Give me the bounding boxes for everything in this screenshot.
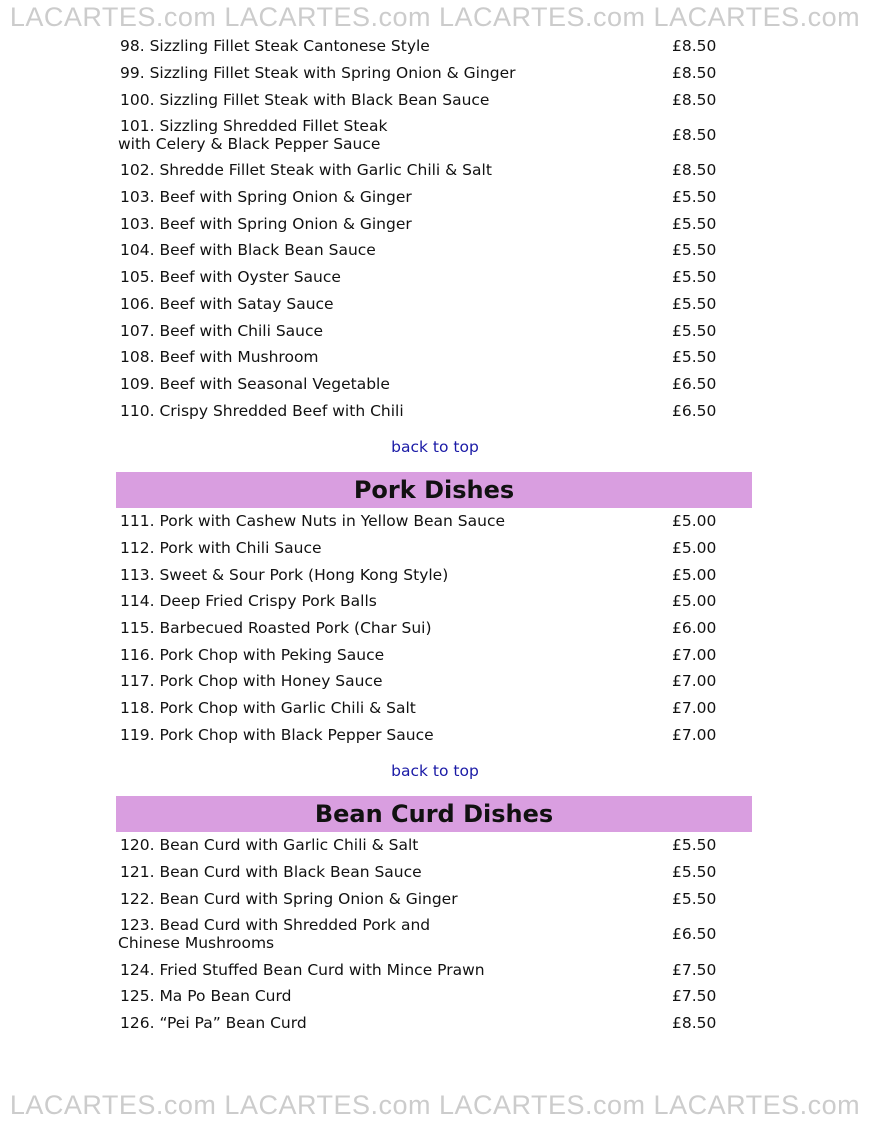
- menu-item-price: £5.50: [672, 268, 717, 287]
- menu-item-price: £8.50: [672, 1013, 717, 1032]
- menu-item-name-line: 102. Shredde Fillet Steak with Garlic Chili & Salt: [120, 161, 492, 180]
- menu-item-name: [118, 375, 390, 393]
- menu-item-name: [118, 64, 516, 82]
- menu-item-name-line: 103. Beef with Spring Onion & Ginger: [120, 188, 412, 207]
- menu-item-price: £8.50: [672, 161, 717, 180]
- menu-item-row: [118, 912, 752, 956]
- menu-item-name: [118, 1014, 307, 1032]
- menu-item-name-line: 116. Pork Chop with Peking Sauce: [120, 645, 385, 664]
- menu-item-row: [118, 317, 752, 344]
- menu-item-row: [118, 184, 752, 211]
- menu-item-row: [118, 588, 752, 615]
- menu-item-price: £5.50: [672, 321, 717, 340]
- menu-item-price: £8.50: [672, 37, 717, 56]
- menu-item-row: [118, 535, 752, 562]
- menu-item-price: £5.50: [672, 863, 717, 882]
- menu-item-name: [118, 619, 432, 637]
- watermark-bottom: LACARTES.com LACARTES.com LACARTES.com LACARTES.com: [9, 1090, 861, 1120]
- menu-item-name-line: 117. Pork Chop with Honey Sauce: [120, 672, 383, 691]
- menu-item-name-line: 121. Bean Curd with Black Bean Sauce: [120, 863, 422, 882]
- menu-item-name: [118, 987, 291, 1005]
- menu-item-name-line: 123. Bead Curd with Shredded Pork and: [120, 916, 431, 935]
- menu-item-price: £5.50: [672, 294, 717, 313]
- menu-item-row: [118, 886, 752, 913]
- menu-item-price: £6.50: [672, 374, 717, 393]
- menu-item-row: [118, 615, 752, 642]
- menu-item-row: [118, 721, 752, 748]
- menu-item-name-line: 120. Bean Curd with Garlic Chili & Salt: [120, 836, 419, 855]
- menu-item-name: [118, 91, 489, 109]
- menu-item-name: [118, 863, 422, 881]
- menu-item-name-line: 103. Beef with Spring Onion & Ginger: [120, 214, 412, 233]
- menu-item-name: [118, 726, 434, 744]
- menu-item-row: [118, 956, 752, 983]
- menu-item-name-line: 105. Beef with Oyster Sauce: [120, 268, 341, 287]
- menu-item-row: [118, 86, 752, 113]
- menu-item-row: [118, 983, 752, 1010]
- menu-item-name: [118, 322, 323, 340]
- menu-item-name: [118, 241, 376, 259]
- menu-item-name-line: 122. Bean Curd with Spring Onion & Ginger: [120, 889, 458, 908]
- menu-item-price: £5.50: [672, 241, 717, 260]
- menu-item-row: [118, 371, 752, 398]
- menu-item-name-line: 126. “Pei Pa” Bean Curd: [120, 1013, 307, 1032]
- menu-item-price: £5.50: [672, 188, 717, 207]
- menu-item-name: [118, 890, 458, 908]
- menu-item-price: £5.00: [672, 565, 717, 584]
- menu-item-name-line: 124. Fried Stuffed Bean Curd with Mince Prawn: [120, 960, 485, 979]
- menu-item-name-line: 100. Sizzling Fillet Steak with Black Bean Sauce: [120, 90, 490, 109]
- menu-item-price: £8.50: [672, 126, 717, 145]
- menu-item-name: [118, 699, 416, 717]
- menu-item-name-line: 125. Ma Po Bean Curd: [120, 987, 292, 1006]
- back-to-top-link[interactable]: back to top: [391, 762, 479, 781]
- menu-item-name-line: 108. Beef with Mushroom: [120, 348, 319, 367]
- menu-item-row: [118, 60, 752, 87]
- menu-item-row: [118, 561, 752, 588]
- menu-item-name: [118, 161, 492, 179]
- menu-item-row: [118, 668, 752, 695]
- pork-dish-list: [118, 508, 752, 748]
- menu-item-name-line: 109. Beef with Seasonal Vegetable: [120, 374, 390, 393]
- menu-item-name-line: 111. Pork with Cashew Nuts in Yellow Bean Sauce: [120, 512, 506, 531]
- menu-item-price: £8.50: [672, 64, 717, 83]
- menu-item-name-line: 99. Sizzling Fillet Steak with Spring Onion & Ginger: [120, 64, 516, 83]
- menu-item-name: [118, 539, 322, 557]
- menu-item-price: £5.00: [672, 512, 717, 531]
- menu-item-row: [118, 832, 752, 859]
- menu-item-name-line: 106. Beef with Satay Sauce: [120, 294, 334, 313]
- menu-item-row: [118, 210, 752, 237]
- menu-item-row: [118, 237, 752, 264]
- menu-item-price: £7.00: [672, 645, 717, 664]
- menu-item-price: £7.50: [672, 987, 717, 1006]
- menu-item-name: [118, 402, 404, 420]
- menu-item-name: [118, 961, 485, 979]
- menu-item-name-line: 101. Sizzling Shredded Fillet Steak: [120, 117, 388, 136]
- menu-item-name: [118, 512, 505, 530]
- menu-item-row: [118, 508, 752, 535]
- menu-item-name: [118, 672, 383, 690]
- menu-item-name: [118, 117, 387, 153]
- menu-item-price: £6.50: [672, 925, 717, 944]
- menu-item-price: £7.50: [672, 960, 717, 979]
- menu-item-name-line: 119. Pork Chop with Black Pepper Sauce: [120, 725, 434, 744]
- menu-item-name: [118, 646, 384, 664]
- watermark-top: LACARTES.com LACARTES.com LACARTES.com LACARTES.com: [9, 2, 861, 32]
- menu-item-price: £7.00: [672, 725, 717, 744]
- menu-item-price: £5.00: [672, 592, 717, 611]
- menu-item-row: [118, 264, 752, 291]
- menu-item-price: £5.00: [672, 538, 717, 557]
- menu-item-name-line: 115. Barbecued Roasted Pork (Char Sui): [120, 619, 432, 638]
- menu-item-name-line: 114. Deep Fried Crispy Pork Balls: [120, 592, 377, 611]
- menu-item-name: [118, 188, 412, 206]
- menu-item-row: [118, 1010, 752, 1037]
- menu-item-name: [118, 592, 377, 610]
- menu-item-name: [118, 916, 430, 952]
- menu-item-row: [118, 641, 752, 668]
- menu-item-name: [118, 348, 319, 366]
- menu-item-row: [118, 157, 752, 184]
- menu-item-name: [118, 37, 430, 55]
- menu-item-row: [118, 859, 752, 886]
- menu-item-row: [118, 291, 752, 318]
- menu-item-name: [118, 268, 341, 286]
- back-to-top-link[interactable]: back to top: [391, 437, 479, 456]
- menu-item-price: £7.00: [672, 699, 717, 718]
- bean-curd-dish-list: [118, 832, 752, 1036]
- menu-item-price: £6.00: [672, 619, 717, 638]
- menu-item-row: [118, 33, 752, 60]
- menu-item-name-line: 118. Pork Chop with Garlic Chili & Salt: [120, 699, 416, 718]
- menu-page: [118, 33, 752, 1036]
- menu-item-name: [118, 295, 334, 313]
- category-heading-bean-curd: Bean Curd Dishes: [116, 796, 752, 832]
- menu-item-price: £5.50: [672, 889, 717, 908]
- menu-item-row: [118, 344, 752, 371]
- menu-item-price: £8.50: [672, 90, 717, 109]
- menu-item-name-line: with Celery & Black Pepper Sauce: [118, 135, 381, 154]
- menu-item-row: [118, 397, 752, 424]
- menu-item-name: [118, 836, 418, 854]
- menu-item-name-line: 112. Pork with Chili Sauce: [120, 538, 322, 557]
- menu-item-name: [118, 566, 448, 584]
- menu-item-name-line: 110. Crispy Shredded Beef with Chili: [120, 401, 404, 420]
- menu-item-price: £5.50: [672, 836, 717, 855]
- menu-item-name-line: 104. Beef with Black Bean Sauce: [120, 241, 376, 260]
- menu-item-name-line: 107. Beef with Chili Sauce: [120, 321, 324, 340]
- menu-item-name-line: Chinese Mushrooms: [118, 934, 275, 953]
- menu-item-name-line: 113. Sweet & Sour Pork (Hong Kong Style): [120, 565, 449, 584]
- menu-item-price: £5.50: [672, 214, 717, 233]
- menu-item-row: [118, 695, 752, 722]
- menu-item-price: £6.50: [672, 401, 717, 420]
- menu-item-row: [118, 113, 752, 157]
- menu-item-price: £5.50: [672, 348, 717, 367]
- menu-item-price: £7.00: [672, 672, 717, 691]
- beef-dish-list: [118, 33, 752, 424]
- category-heading-pork: Pork Dishes: [116, 472, 752, 508]
- menu-item-name-line: 98. Sizzling Fillet Steak Cantonese Style: [120, 37, 430, 56]
- menu-item-name: [118, 215, 412, 233]
